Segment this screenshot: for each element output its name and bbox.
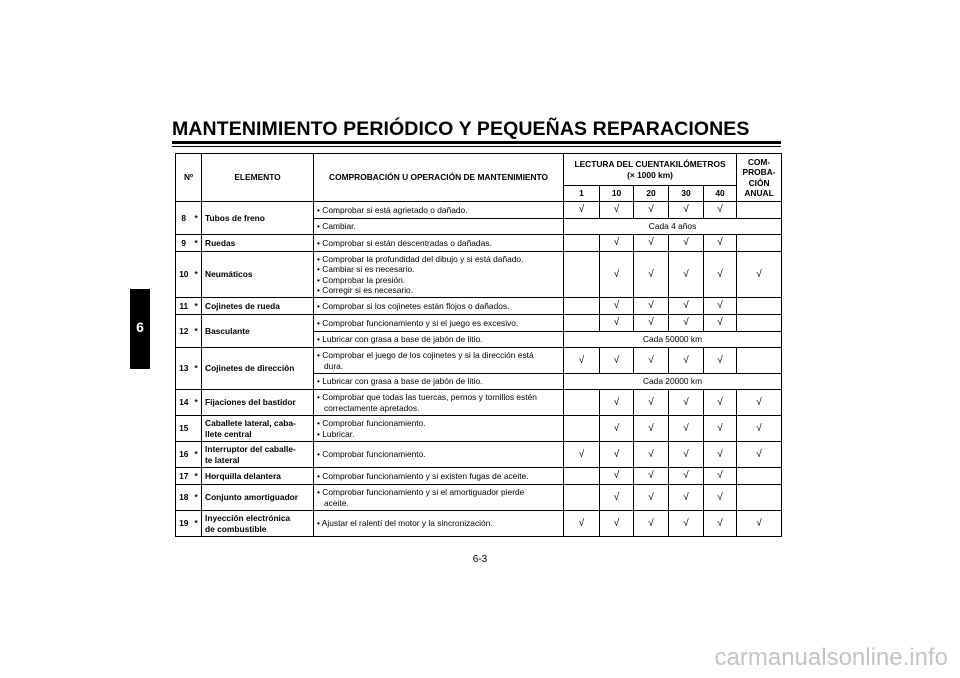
row-element: Cojinetes de dirección — [202, 348, 314, 390]
row-operation — [314, 485, 564, 511]
check-mark: √ — [600, 252, 634, 298]
element-line: llete central — [205, 428, 252, 439]
table-row — [176, 235, 782, 252]
table-row — [176, 511, 782, 537]
check-mark: √ — [704, 252, 737, 298]
check-mark: √ — [737, 442, 782, 468]
check-mark: √ — [669, 348, 704, 374]
header-km-30: 30 — [669, 186, 704, 202]
check-mark: √ — [564, 442, 600, 468]
row-element: Basculante — [202, 315, 314, 348]
row-element — [202, 511, 314, 537]
empty-cell — [564, 416, 600, 442]
check-mark: √ — [600, 235, 634, 252]
row-element: Horquilla delantera — [202, 468, 314, 485]
element-line: Inyección electrónica — [205, 513, 291, 524]
empty-cell — [564, 315, 600, 332]
check-mark: √ — [737, 390, 782, 416]
check-mark: √ — [669, 390, 704, 416]
element-line: Caballete lateral, caba- — [205, 418, 296, 429]
operation-line: • Comprobar el juego de los cojinetes y si la dirección está — [317, 350, 534, 361]
empty-cell — [737, 235, 782, 252]
check-mark: √ — [634, 485, 669, 511]
check-mark: √ — [634, 298, 669, 315]
title-rule-thin — [172, 146, 781, 147]
row-star: * — [192, 442, 202, 468]
row-star: * — [192, 390, 202, 416]
row-operation: • Lubricar con grasa a base de jabón de litio. — [314, 332, 564, 348]
operation-line: aceite. — [324, 497, 349, 508]
empty-cell — [737, 315, 782, 332]
empty-cell — [564, 468, 600, 485]
check-mark: √ — [634, 390, 669, 416]
row-number: 15 — [176, 416, 192, 442]
check-mark: √ — [669, 235, 704, 252]
check-mark: √ — [564, 202, 600, 219]
check-mark: √ — [704, 202, 737, 219]
header-annual-2: PROBA- — [742, 167, 776, 178]
header-annual-3: CIÓN — [748, 177, 770, 188]
row-number: 13 — [176, 348, 192, 390]
check-mark: √ — [669, 442, 704, 468]
check-mark: √ — [600, 298, 634, 315]
table-row — [176, 442, 782, 468]
row-interval: Cada 50000 km — [564, 332, 782, 348]
check-mark: √ — [704, 348, 737, 374]
check-mark: √ — [634, 416, 669, 442]
row-operation: • Lubricar con grasa a base de jabón de litio. — [314, 374, 564, 390]
operation-line: correctamente apretados. — [324, 402, 420, 413]
row-star: * — [192, 348, 202, 390]
row-star — [192, 416, 202, 442]
row-number: 17 — [176, 468, 192, 485]
row-number: 11 — [176, 298, 192, 315]
header-annual-1: COM- — [747, 157, 771, 168]
row-operation — [314, 416, 564, 442]
check-mark: √ — [600, 511, 634, 537]
page-number: 6-3 — [472, 554, 488, 565]
check-mark: √ — [634, 235, 669, 252]
row-number: 19 — [176, 511, 192, 537]
header-num: Nº — [176, 154, 202, 202]
row-element: Fijaciones del bastidor — [202, 390, 314, 416]
check-mark: √ — [669, 485, 704, 511]
row-star: * — [192, 235, 202, 252]
row-number: 12 — [176, 315, 192, 348]
row-interval: Cada 4 años — [564, 219, 782, 235]
check-mark: √ — [600, 202, 634, 219]
row-star: * — [192, 298, 202, 315]
row-interval: Cada 20000 km — [564, 374, 782, 390]
row-number: 9 — [176, 235, 192, 252]
empty-cell — [737, 348, 782, 374]
check-mark: √ — [634, 252, 669, 298]
operation-line: • Comprobar la profundidad del dibujo y si está dañado. — [317, 254, 524, 265]
row-number: 8 — [176, 202, 192, 235]
row-operation: • Cambiar. — [314, 219, 564, 235]
check-mark: √ — [634, 468, 669, 485]
row-element: Cojinetes de rueda — [202, 298, 314, 315]
check-mark: √ — [704, 298, 737, 315]
chapter-tab-number: 6 — [136, 319, 144, 335]
element-line: de combustible — [205, 523, 267, 534]
row-operation — [314, 348, 564, 374]
page-title: MANTENIMIENTO PERIÓDICO Y PEQUEÑAS REPARACIONES — [172, 118, 750, 140]
row-element: Neumáticos — [202, 252, 314, 298]
empty-cell — [737, 485, 782, 511]
operation-line: • Cambiar si es necesario. — [317, 264, 415, 275]
row-star: * — [192, 202, 202, 235]
empty-cell — [737, 202, 782, 219]
row-element: Tubos de freno — [202, 202, 314, 235]
table-row — [176, 390, 782, 416]
header-odometer — [564, 154, 737, 186]
check-mark: √ — [564, 348, 600, 374]
check-mark: √ — [564, 511, 600, 537]
row-element: Conjunto amortiguador — [202, 485, 314, 511]
row-operation: • Comprobar si está agrietado o dañado. — [314, 202, 564, 219]
row-number: 18 — [176, 485, 192, 511]
operation-line: dura. — [324, 360, 344, 371]
element-line: te lateral — [205, 454, 240, 465]
check-mark: √ — [737, 511, 782, 537]
check-mark: √ — [600, 390, 634, 416]
table-row — [176, 298, 782, 315]
title-rule — [172, 141, 781, 144]
check-mark: √ — [669, 315, 704, 332]
row-number: 14 — [176, 390, 192, 416]
empty-cell — [564, 485, 600, 511]
header-km-20: 20 — [634, 186, 669, 202]
empty-cell — [564, 235, 600, 252]
check-mark: √ — [600, 416, 634, 442]
check-mark: √ — [600, 485, 634, 511]
table-row — [176, 416, 782, 442]
check-mark: √ — [669, 468, 704, 485]
row-operation — [314, 390, 564, 416]
row-operation: • Comprobar funcionamiento y si el juego es excesivo. — [314, 315, 564, 332]
row-element: Ruedas — [202, 235, 314, 252]
check-mark: √ — [669, 298, 704, 315]
operation-line: • Comprobar que todas las tuercas, pernos y tornillos estén — [317, 392, 537, 403]
check-mark: √ — [704, 390, 737, 416]
empty-cell — [564, 252, 600, 298]
check-mark: √ — [704, 235, 737, 252]
check-mark: √ — [704, 442, 737, 468]
row-operation: • Comprobar funcionamiento y si existen fugas de aceite. — [314, 468, 564, 485]
header-km-10: 10 — [600, 186, 634, 202]
empty-cell — [564, 390, 600, 416]
row-number: 10 — [176, 252, 192, 298]
table-row — [176, 348, 782, 374]
element-line: Interruptor del caballe- — [205, 444, 296, 455]
header-km-1: 1 — [564, 186, 600, 202]
header-annual-4: ANUAL — [744, 187, 774, 198]
row-star: * — [192, 315, 202, 348]
header-element: ELEMENTO — [202, 154, 314, 202]
header-operation: COMPROBACIÓN U OPERACIÓN DE MANTENIMIENTO — [314, 154, 564, 202]
check-mark: √ — [704, 468, 737, 485]
operation-line: • Corregir si es necesario. — [317, 284, 414, 295]
row-operation — [314, 252, 564, 298]
check-mark: √ — [634, 202, 669, 219]
row-operation: • Ajustar el ralentí del motor y la sincronización. — [314, 511, 564, 537]
maintenance-table — [175, 153, 782, 537]
table-row — [176, 202, 782, 219]
check-mark: √ — [704, 511, 737, 537]
header-km-40: 40 — [704, 186, 737, 202]
row-operation: • Comprobar funcionamiento. — [314, 442, 564, 468]
header-odometer-unit: (× 1000 km) — [627, 169, 673, 180]
row-operation: • Comprobar si los cojinetes están flojos o dañados. — [314, 298, 564, 315]
empty-cell — [564, 298, 600, 315]
empty-cell — [737, 468, 782, 485]
check-mark: √ — [669, 252, 704, 298]
operation-line: • Comprobar funcionamiento. — [317, 418, 426, 429]
check-mark: √ — [600, 348, 634, 374]
check-mark: √ — [669, 511, 704, 537]
check-mark: √ — [600, 315, 634, 332]
watermark: carmanualsonline.info — [714, 644, 948, 671]
row-element — [202, 416, 314, 442]
header-annual — [737, 154, 782, 202]
check-mark: √ — [634, 511, 669, 537]
header-odometer-label: LECTURA DEL CUENTAKILÓMETROS — [574, 159, 726, 170]
row-star: * — [192, 511, 202, 537]
table-row — [176, 485, 782, 511]
row-element — [202, 442, 314, 468]
check-mark: √ — [737, 416, 782, 442]
check-mark: √ — [704, 485, 737, 511]
check-mark: √ — [634, 442, 669, 468]
operation-line: • Comprobar funcionamiento y si el amortiguador pierde — [317, 487, 525, 498]
check-mark: √ — [737, 252, 782, 298]
operation-line: • Lubricar. — [317, 428, 355, 439]
check-mark: √ — [600, 468, 634, 485]
check-mark: √ — [669, 416, 704, 442]
operation-line: • Comprobar la presión. — [317, 274, 406, 285]
row-star: * — [192, 468, 202, 485]
row-operation: • Comprobar si están descentradas o dañadas. — [314, 235, 564, 252]
table-row — [176, 468, 782, 485]
row-star: * — [192, 485, 202, 511]
check-mark: √ — [600, 442, 634, 468]
check-mark: √ — [634, 348, 669, 374]
check-mark: √ — [704, 315, 737, 332]
empty-cell — [737, 298, 782, 315]
check-mark: √ — [704, 416, 737, 442]
row-number: 16 — [176, 442, 192, 468]
table-row — [176, 252, 782, 298]
table-row — [176, 315, 782, 332]
row-star: * — [192, 252, 202, 298]
check-mark: √ — [634, 315, 669, 332]
check-mark: √ — [669, 202, 704, 219]
